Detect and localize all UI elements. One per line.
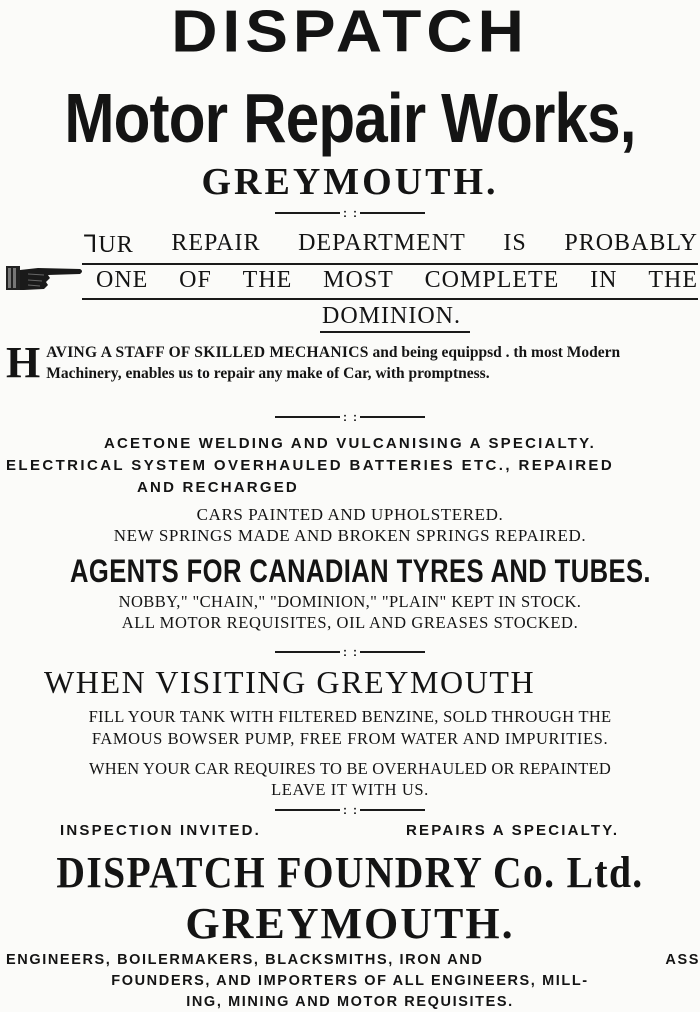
- engineers-line-3: ING, MINING AND MOTOR REQUISITES.: [186, 994, 514, 1010]
- visiting-headline: WHEN VISITING GREYMOUTH: [44, 664, 536, 700]
- painted-line: CARS PAINTED AND UPHOLSTERED.: [196, 505, 504, 524]
- electrical-line: ELECTRICAL SYSTEM OVERHAULED BATTERIES ETC., REPAIRED: [6, 457, 615, 474]
- recharged-line: AND RECHARGED: [137, 479, 299, 496]
- ornamental-rule: : :: [275, 645, 425, 659]
- underline-rule: [82, 298, 698, 300]
- staff-lead: AVING A STAFF OF SKILLED MECHANICS: [46, 344, 369, 361]
- ornamental-rule: : :: [275, 206, 425, 220]
- requisites-line: ALL MOTOR REQUISITES, OIL AND GREASES STOCKED.: [121, 613, 579, 632]
- engineers-line-2: FOUNDERS, AND IMPORTERS OF ALL ENGINEERS, MILL-: [111, 973, 589, 989]
- repair-line-3: DOMINION.: [322, 303, 461, 329]
- underline-rule: [82, 263, 698, 265]
- inspection-invited: INSPECTION INVITED.: [60, 822, 261, 839]
- overhaul-line-2: LEAVE IT WITH US.: [271, 780, 429, 799]
- ornamental-rule: : :: [275, 803, 425, 817]
- foundry-town: GREYMOUTH.: [185, 899, 515, 948]
- agents-headline: AGENTS FOR CANADIAN TYRES AND TUBES.: [70, 553, 651, 589]
- foundry-name: DISPATCH FOUNDRY Co. Ltd.: [56, 848, 644, 897]
- staff-rest: and being equippsd . th most Modern Machinery, enables us to repair any make of Car, with promptness.: [46, 344, 621, 382]
- underline-rule: [320, 331, 470, 333]
- repairs-specialty: REPAIRS A SPECIALTY.: [406, 822, 620, 839]
- tyre-brands-line: NOBBY," "CHAIN," "DOMINION," "PLAIN" KEPT IN STOCK.: [118, 592, 582, 611]
- brand-title: DISPATCH: [171, 0, 529, 65]
- business-title: Motor Repair Works,: [64, 79, 636, 157]
- pointing-hand-icon: [4, 260, 84, 294]
- benzine-line-2: FAMOUS BOWSER PUMP, FREE FROM WATER AND IMPURITIES.: [91, 729, 609, 748]
- repair-department-block: [0, 230, 700, 330]
- springs-line: NEW SPRINGS MADE AND BROKEN SPRINGS REPAIRED.: [113, 526, 587, 545]
- staff-paragraph: [6, 338, 696, 387]
- ornamental-rule: : :: [275, 410, 425, 424]
- engineers-line-1-tail: ASS: [665, 952, 700, 968]
- benzine-line-1: FILL YOUR TANK WITH FILTERED BENZINE, SOLD THROUGH THE: [88, 707, 612, 726]
- drop-cap: H: [6, 338, 41, 387]
- engineers-line-1: ENGINEERS, BOILERMAKERS, BLACKSMITHS, IRON AND: [6, 952, 484, 968]
- acetone-line: ACETONE WELDING AND VULCANISING A SPECIALTY.: [103, 435, 597, 452]
- repair-line-2: ONE OF THE MOST COMPLETE IN THE: [96, 267, 698, 293]
- repair-line-1: ꓶUR REPAIR DEPARTMENT IS PROBABLY: [84, 230, 698, 258]
- overhaul-line-1: WHEN YOUR CAR REQUIRES TO BE OVERHAULED OR REPAINTED: [89, 759, 611, 778]
- town-heading: GREYMOUTH.: [201, 161, 499, 203]
